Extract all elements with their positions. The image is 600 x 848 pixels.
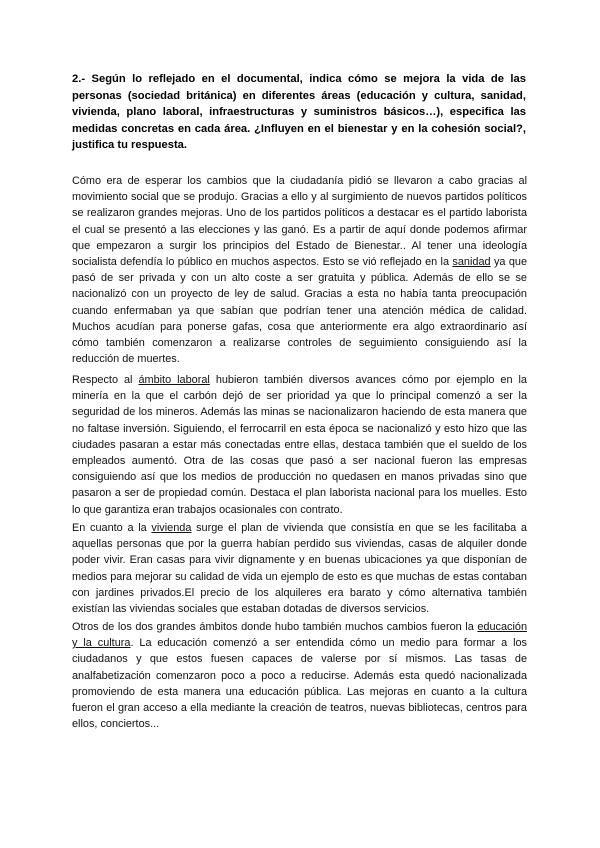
paragraph-educacion-cultura [72, 619, 527, 732]
paragraph-ambito-laboral [72, 372, 527, 518]
paragraph-text: Respecto al [72, 374, 133, 386]
underlined-term-vivienda: vivienda [151, 522, 192, 534]
paragraph-text: ya que pasó de ser privada y con un alto coste a ser gratuita y pública. Además de ello se se nacionalizó con un proyecto de ley de salud. Gracias a esta no había tanta preocupación cuando enfermaban ya que sabían que podrían tener una atención médica de calidad. Muchos acudían para ponerse gafas, cosa que anteriormente era algo extraordinario así cómo también comenzaron a realizarse controles de seguimiento consiguiendo así la reducción de muertes. [72, 256, 527, 366]
paragraph-sanidad [72, 173, 527, 367]
paragraph-text: surge el plan de vivienda que consistía en que se les facilitaba a aquellas personas que por la guerra habían perdido sus viviendas, casas de alquiler donde poder vivir. Eran casas para vivir dignamente y en buenas ubicaciones ya que disponían de medios para mejorar su calidad de vida un ejemplo de esto es que muchas de estas contaban con jardines privados.El precio de los alquileres era barato y cómo alternativa también existían las viviendas sociales que estaban dotadas de diversos servicios. [72, 522, 527, 616]
paragraph-vivienda [72, 520, 527, 617]
paragraph-text: En cuanto a la [72, 522, 147, 534]
underlined-term-ambito-laboral: ámbito laboral [138, 374, 210, 386]
paragraph-text: Otros de los dos grandes ámbitos donde hubo también muchos cambios fueron la [72, 621, 474, 633]
paragraph-text: hubieron también diversos avances cómo por ejemplo en la minería en la que el carbón dejó de ser prioridad ya que lo principal comenzó a ser la seguridad de los mineros. Además las minas se nacionalizaron haciendo de esta manera que no faltase inversión. Siguiendo, el ferrocarril en esta época se nacionalizó y esto hizo que las ciudades pasaran a estar más conectadas entre ellas, destaca también que el sueldo de los empleados aumentó. Otra de las cosas que pasó a ser nacional fueron las empresas consiguiendo así que los medios de producción no quedasen en manos privadas sino que pasaron a ser de propiedad común. Destaca el plan laborista nacional para los muelles. Esto lo que garantiza eran trabajos ocasionales con contrato. [72, 374, 527, 516]
underlined-term-educacion-cultura: educación y la cultura [72, 621, 527, 650]
paragraph-text: Cómo era de esperar los cambios que la ciudadanía pidió se llevaron a cabo gracias al movimiento social que se produjo. Gracias a ello y al surgimiento de nuevos partidos políticos se realizaron grandes mejoras. Uno de los partidos políticos a destacar es el partido laborista el cual se presentó a las elecciones y las ganó. Es a partir de aquí donde podemos afirmar que empezaron a surgir los principios del Estado de Bienestar.. Al tener una ideología socialista defendía lo público en muchos aspectos. Esto se vió reflejado en la [72, 175, 527, 269]
paragraph-text: . La educación comenzó a ser entendida cómo un medio para formar a los ciudadanos y que estos fuesen capaces de valerse por sí mismos. Las tasas de analfabetización comenzaron poco a poco a reducirse. Además esta quedó nacionalizada promoviendo de esta manera una educación pública. Las mejoras en cuanto a la cultura fueron el gran acceso a ella mediante la creación de teatros, nuevas bibliotecas, centros para ellos, conciertos... [72, 637, 527, 731]
question-heading: 2.- Según lo reflejado en el documental, indica cómo se mejora la vida de las personas (sociedad británica) en diferentes áreas (educación y cultura, sanidad, vivienda, plano laboral, infraestructuras y suministros básicos…), especifica las medidas concretas en cada área. ¿Influyen en el bienestar y en la cohesión social?, justifica tu respuesta. [72, 73, 526, 152]
underlined-term-sanidad: sanidad [452, 256, 491, 269]
